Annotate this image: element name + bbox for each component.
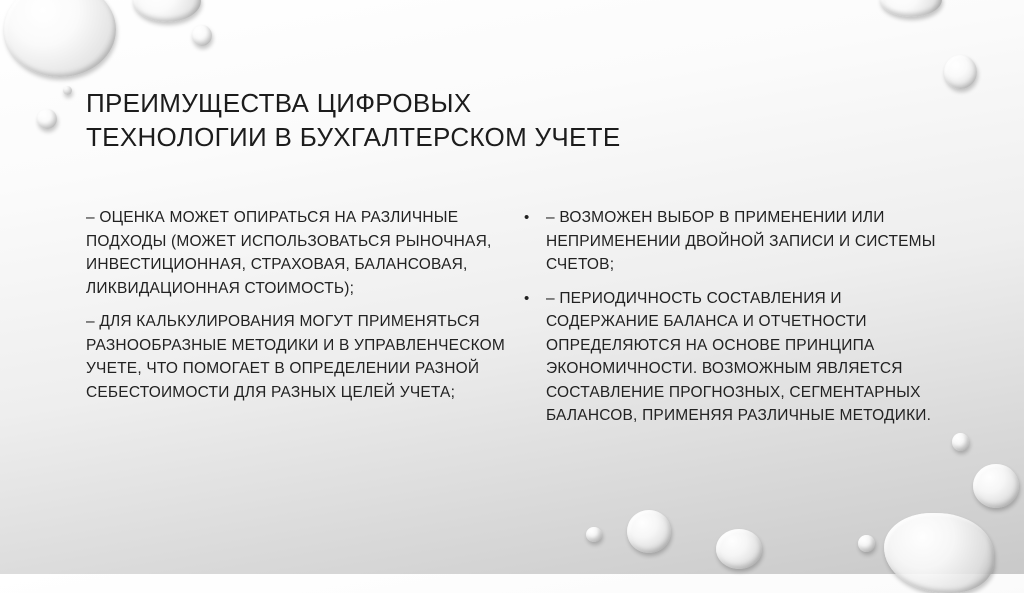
- slide-title: [86, 86, 786, 154]
- title-line-2: ТЕХНОЛОГИИ В БУХГАЛТЕРСКОМ УЧЕТЕ: [86, 122, 621, 152]
- bullet-text: – ПЕРИОДИЧНОСТЬ СОСТАВЛЕНИЯ И СОДЕРЖАНИЕ БАЛАНСА И ОТЧЕТНОСТИ ОПРЕДЕЛЯЮТСЯ НА ОСНОВЕ ПРИНЦИПА ЭКОНОМИЧНОСТИ. ВОЗМОЖНЫМ ЯВЛЯЕТСЯ СОСТАВЛЕНИЕ ПРОГНОЗНЫХ, СЕГМЕНТАРНЫХ БАЛАНСОВ, ПРИМЕНЯЯ РАЗЛИЧНЫЕ МЕТОДИКИ.: [546, 289, 932, 424]
- water-drop-decoration: [880, 0, 942, 17]
- bullet-dot-icon: •: [524, 209, 530, 226]
- water-drop-decoration: [586, 527, 602, 542]
- water-drop-decoration: [627, 510, 671, 553]
- water-drop-decoration: [63, 86, 72, 95]
- bullet-dot-icon: •: [524, 289, 530, 307]
- water-drop-decoration: [858, 535, 875, 552]
- water-drop-decoration: [4, 0, 116, 77]
- water-drop-decoration: [133, 0, 201, 22]
- bullet-item: [524, 206, 944, 277]
- water-drop-decoration: [973, 464, 1019, 508]
- water-drop-decoration: [716, 529, 762, 569]
- water-drop-decoration: [944, 55, 977, 89]
- water-drop-decoration: [952, 433, 969, 451]
- left-paragraph: – ДЛЯ КАЛЬКУЛИРОВАНИЯ МОГУТ ПРИМЕНЯТЬСЯ РАЗНООБРАЗНЫЕ МЕТОДИКИ И В УПРАВЛЕНЧЕСКОМ УЧЕТЕ, ЧТО ПОМОГАЕТ В ОПРЕДЕЛЕНИИ РАЗНОЙ СЕБЕСТОИМОСТИ ДЛЯ РАЗНЫХ ЦЕЛЕЙ УЧЕТА;: [86, 313, 506, 401]
- water-drop-decoration: [37, 109, 57, 129]
- right-column: [524, 206, 944, 438]
- title-line-1: ПРЕИМУЩЕСТВА ЦИФРОВЫХ: [86, 88, 472, 118]
- water-drop-decoration: [192, 25, 212, 46]
- bullet-item: [524, 287, 944, 428]
- left-column: [86, 206, 506, 414]
- left-paragraph: – ОЦЕНКА МОЖЕТ ОПИРАТЬСЯ НА РАЗЛИЧНЫЕ ПОДХОДЫ (МОЖЕТ ИСПОЛЬЗОВАТЬСЯ РЫНОЧНАЯ, ИНВЕСТИЦИОННАЯ, СТРАХОВАЯ, БАЛАНСОВАЯ, ЛИКВИДАЦИОННАЯ СТОИМОСТЬ);: [86, 209, 492, 297]
- water-drop-decoration: [884, 513, 994, 593]
- bullet-text: – ВОЗМОЖЕН ВЫБОР В ПРИМЕНЕНИИ ИЛИ НЕПРИМЕНЕНИИ ДВОЙНОЙ ЗАПИСИ И СИСТЕМЫ СЧЕТОВ;: [546, 209, 936, 273]
